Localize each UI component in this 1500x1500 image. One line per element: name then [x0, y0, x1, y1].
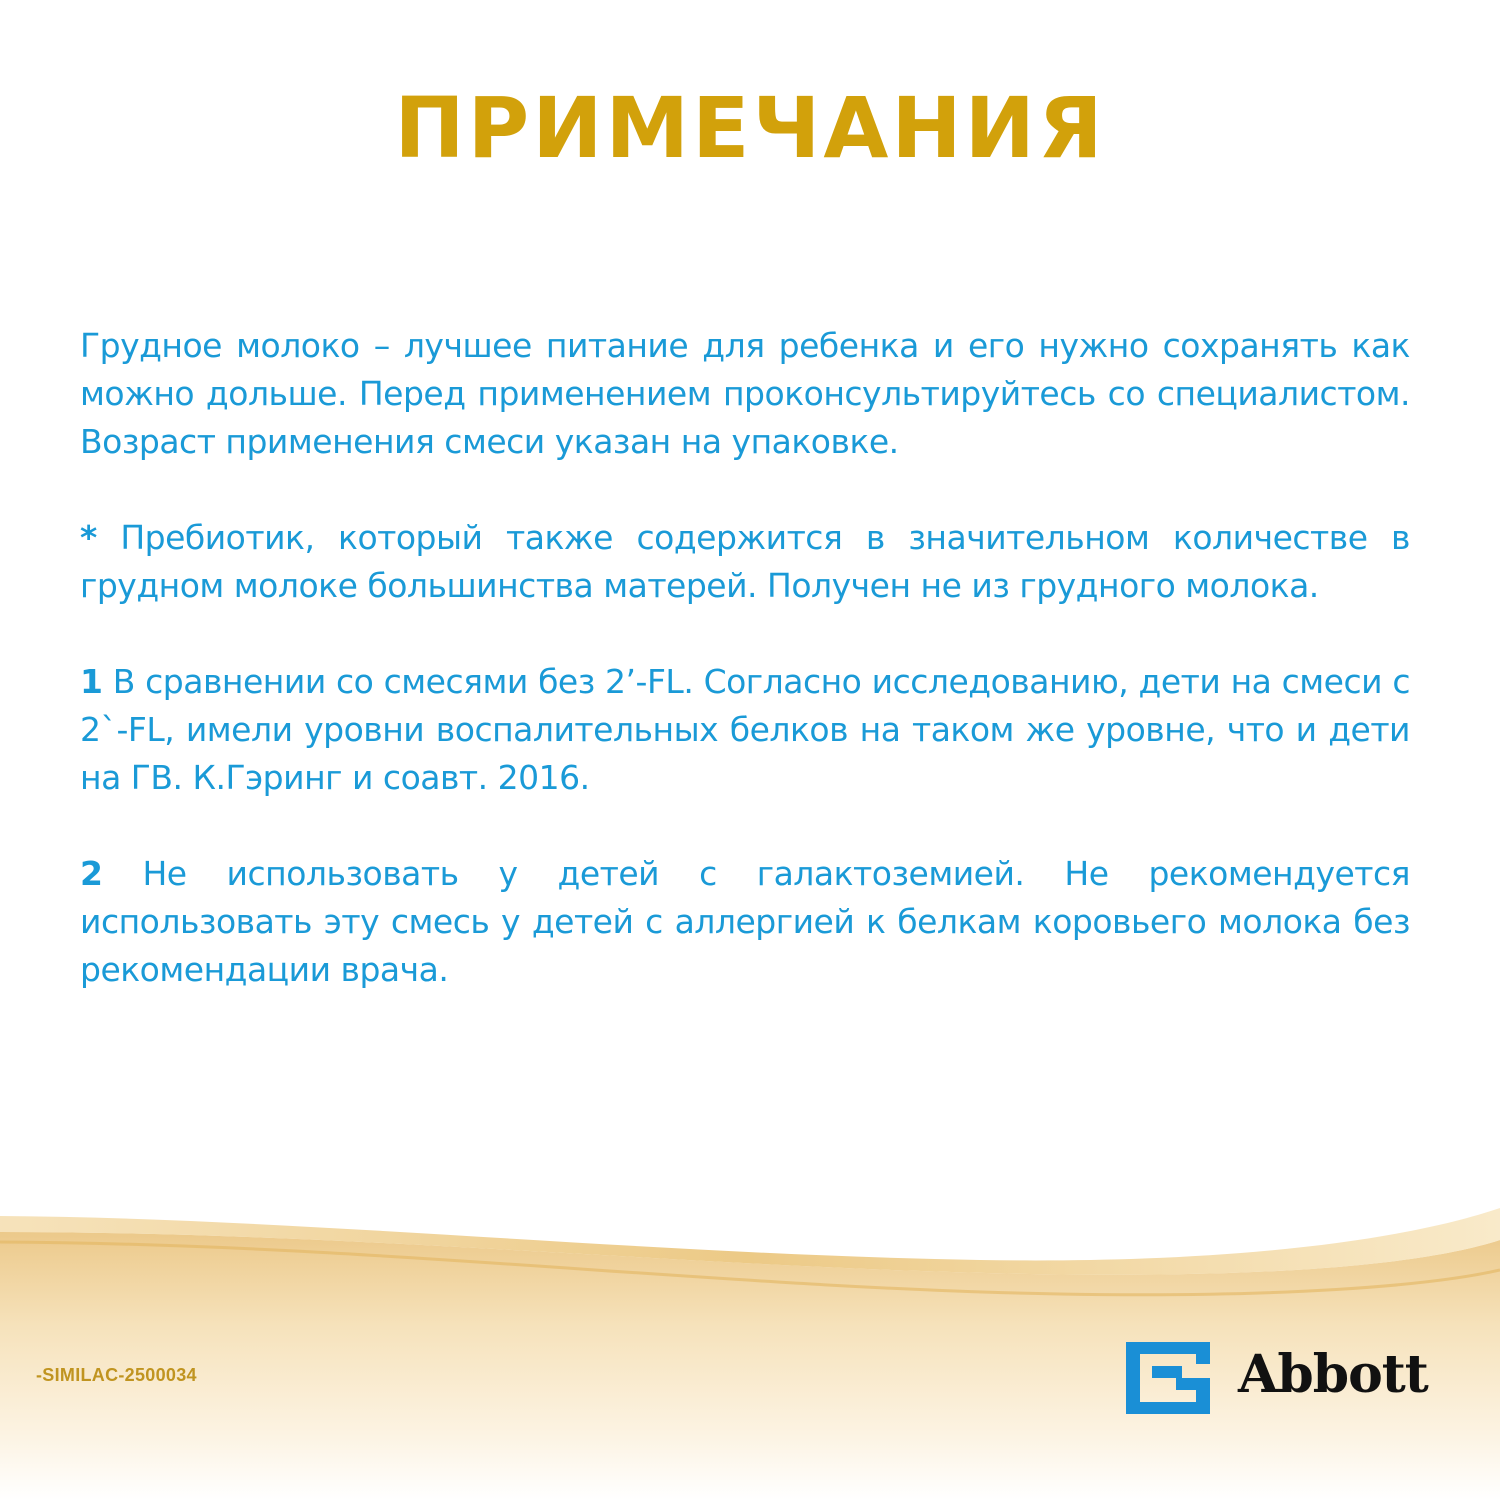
- abbott-logo-text: Abbott: [1238, 1344, 1428, 1405]
- note-text: В сравнении со смесями без 2’-FL. Согласно исследованию, дети на смеси с 2`-FL, имели уровни воспалительных белков на таком же уровне, что и дети на ГВ. К.Гэринг и соавт. 2016.: [80, 662, 1410, 797]
- note-asterisk: [80, 514, 1410, 610]
- note-1: [80, 658, 1410, 802]
- note-text: Пребиотик, который также содержится в значительном количестве в грудном молоке большинства матерей. Получен не из грудного молока.: [80, 518, 1410, 605]
- note-2: [80, 850, 1410, 994]
- abbott-logo: [1116, 1336, 1446, 1420]
- abbott-logo-icon: [1116, 1336, 1220, 1420]
- document-code: -SIMILAC-2500034: [36, 1365, 197, 1385]
- note-text: Грудное молоко – лучшее питание для ребенка и его нужно сохранять как можно дольше. Перед применением проконсультируйтесь со специалистом. Возраст применения смеси указан на упаковке.: [80, 326, 1410, 461]
- note-text: Не использовать у детей с галактоземией. Не рекомендуется использовать эту смесь у детей с аллергией к белкам коровьего молока без рекомендации врача.: [80, 854, 1410, 989]
- notes-block: [80, 322, 1410, 1042]
- note-marker: 1: [80, 662, 103, 701]
- page-title: ПРИМЕЧАНИЯ: [394, 79, 1106, 177]
- note-disclaimer: [80, 322, 1410, 466]
- note-marker: 2: [80, 854, 103, 893]
- note-marker: *: [80, 518, 97, 557]
